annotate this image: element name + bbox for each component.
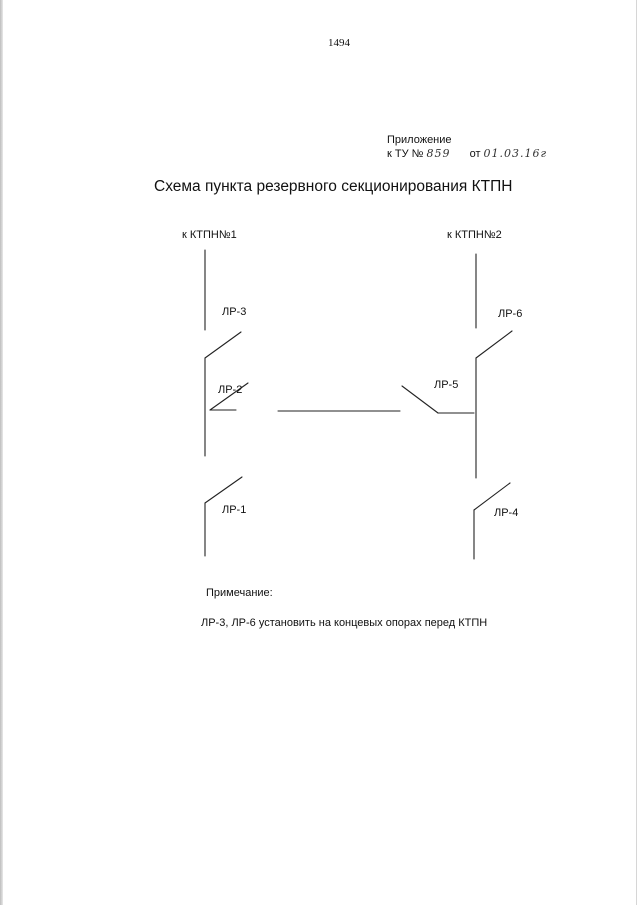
page-number: 1494 xyxy=(328,37,350,49)
switch-lr5-blade xyxy=(402,386,438,413)
switch-label-lr1: ЛР-1 xyxy=(222,504,247,516)
tu-prefix: к ТУ № xyxy=(387,148,424,160)
switch-label-lr5: ЛР-5 xyxy=(434,379,459,391)
date-prefix: от xyxy=(469,148,481,160)
date-handwritten: 01.03.16г xyxy=(483,147,548,160)
note-text: ЛР-3, ЛР-6 установить на концевых опорах перед КТПН xyxy=(201,617,488,629)
switch-label-lr6: ЛР-6 xyxy=(498,308,523,320)
switch-lr3-blade xyxy=(205,332,241,358)
document-title: Схема пункта резервного секционирования КТПН xyxy=(154,178,513,195)
feed-label-ktpn2: к КТПН№2 xyxy=(447,229,502,241)
switch-label-lr4: ЛР-4 xyxy=(494,507,519,519)
appendix-label: Приложение xyxy=(387,134,452,146)
feed-label-ktpn1: к КТПН№1 xyxy=(182,229,237,241)
switch-lr6-blade xyxy=(476,331,512,358)
note-title: Примечание: xyxy=(206,587,273,599)
tu-number-handwritten: 859 xyxy=(426,147,451,160)
switch-label-lr2: ЛР-2 xyxy=(218,384,243,396)
switch-lr4-blade xyxy=(474,483,510,510)
switch-lr1-blade xyxy=(205,477,242,503)
switch-label-lr3: ЛР-3 xyxy=(222,306,247,318)
